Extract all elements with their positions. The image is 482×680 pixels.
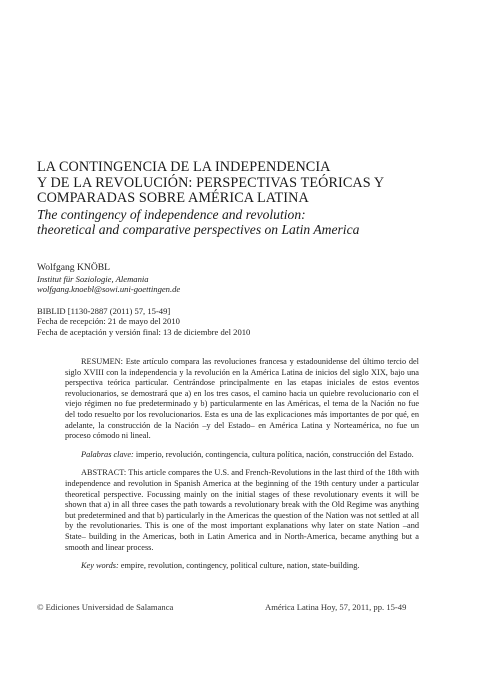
publisher-copyright: © Ediciones Universidad de Salamanca: [37, 602, 174, 612]
palabras-clave-text: imperio, revolución, contingencia, cultura política, nación, construcción del Estado.: [135, 449, 414, 459]
key-words-text: empire, revolution, contingency, political culture, nation, state-building.: [120, 561, 360, 571]
biblid: BIBLID [1130-2887 (2011) 57, 15-49]: [37, 306, 171, 316]
resumen-text: Este artículo compara las revoluciones francesa y estadounidense del último tercio del siglo XVIII con la independencia y la revolución en la América Latina de inicios del siglo XIX, bajo una perspectiva teórica particular. Centrándose principalmente en las etapas iniciales de estos eventos revolucionarios, se demostrará que a) en los tres casos, el camino hacia un quiebre revolucionario con el viejo régimen no fue predeterminado y b) particularmente en las Américas, el tema de la Nación no fue del todo resuelto por los revolucionarios. Esta es una de las explicaciones más importantes de por qué, en adelante, la construcción de la Nación –y del Estado– en América Latina y Norteamérica, no fue un proceso cómodo ni lineal.: [65, 357, 419, 441]
author-block: [37, 262, 337, 295]
title-line-3: COMPARADAS SOBRE AMÉRICA LATINA: [37, 190, 309, 207]
key-words-label: Key words:: [81, 561, 119, 571]
english-title-line-1: The contingency of independence and revolution:: [37, 206, 306, 222]
journal-citation: América Latina Hoy, 57, 2011, pp. 15-49: [265, 602, 407, 612]
abstract-en-paragraph: [65, 468, 419, 553]
article-title-block: [37, 160, 447, 238]
author-institution: Institut für Soziologie, Alemania: [37, 273, 149, 284]
abstract-en-text: This article compares the U.S. and French-Revolutions in the last third of the 18th with independence and revolution in Spanish America at the beginning of the 19th century under a particular theoretical perspective. Focussing mainly on the initial stages of these revolutionary events it will be shown that a) in all three cases the path towards a revolutionary break with the Old Regime was anything but predetermined and that b) particularly in the Americas the question of the Nation was not settled at all by the revolutionaries. This is one of the most important explanations why later on state Nation –and State– building in the Americas, both in Latin America and in North-America, became anything but a smooth and linear process.: [65, 468, 419, 552]
received-date: Fecha de recepción: 21 de mayo del 2010: [37, 316, 180, 327]
accepted-date: Fecha de aceptación y versión final: 13 de diciembre del 2010: [37, 326, 251, 337]
resumen-label: RESUMEN:: [81, 357, 123, 366]
palabras-clave-paragraph: [65, 450, 419, 461]
english-title-line-2: theoretical and comparative perspectives on Latin America: [37, 222, 360, 238]
title-line-2: Y DE LA REVOLUCIÓN: PERSPECTIVAS TEÓRICAS Y: [37, 174, 385, 191]
article-metadata: [37, 306, 437, 337]
abstract-en-label: ABSTRACT:: [81, 468, 127, 478]
title-line-1: LA CONTINGENCIA DE LA INDEPENDENCIA: [37, 159, 331, 175]
resumen-paragraph: [65, 357, 419, 442]
key-words-paragraph: [65, 561, 419, 572]
author-email[interactable]: wolfgang.knoebl@sowi.uni-goettingen.de: [37, 284, 181, 295]
author-name: Wolfgang KNÖBL: [37, 262, 111, 273]
palabras-clave-label: Palabras clave:: [81, 449, 134, 459]
abstract-section: [65, 357, 419, 572]
